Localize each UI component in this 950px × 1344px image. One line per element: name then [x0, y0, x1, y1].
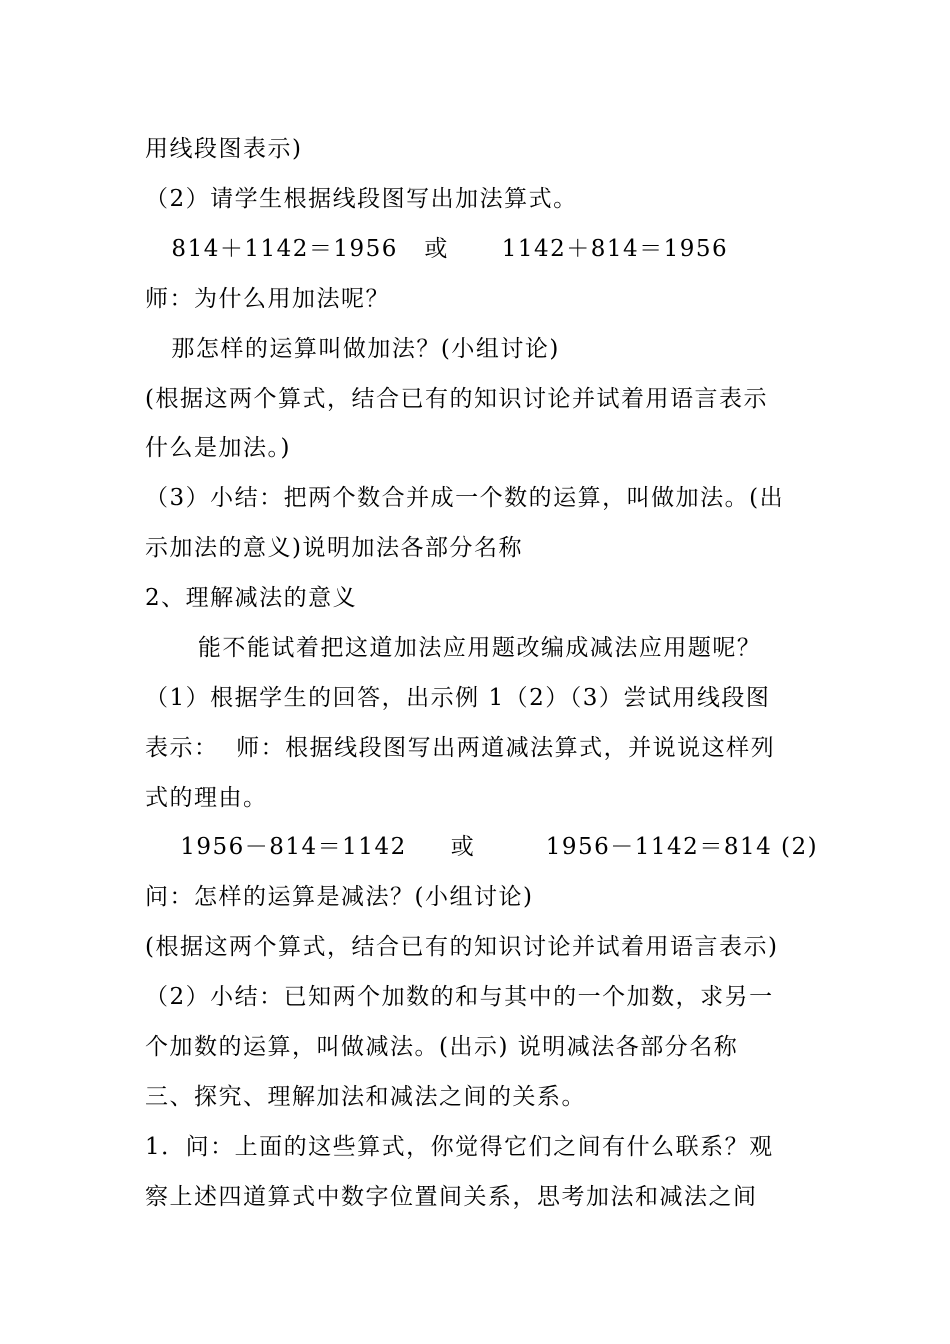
text-line: 用线段图表示): [145, 136, 303, 162]
text-line: 察上述四道算式中数字位置间关系，思考加法和减法之间: [145, 1184, 758, 1210]
section-heading: 三、探究、理解加法和减法之间的关系。: [145, 1084, 586, 1110]
text-line: 问：怎样的运算是减法？(小组讨论): [145, 884, 534, 910]
equation-line: 1956－814＝1142 或 1956－1142＝814 (2): [145, 834, 819, 860]
text-line: 式的理由。: [145, 785, 268, 811]
text-line: (根据这两个算式，结合已有的知识讨论并试着用语言表示): [145, 934, 779, 960]
equation-line: 814＋1142＝1956 或 1142＋814＝1956: [145, 236, 729, 262]
text-line: 表示： 师：根据线段图写出两道减法算式，并说说这样列: [145, 735, 776, 761]
text-line: 师：为什么用加法呢？: [145, 286, 390, 312]
text-line: 那怎样的运算叫做加法？(小组讨论): [145, 336, 560, 362]
text-line: 1．问：上面的这些算式，你觉得它们之间有什么联系？观: [145, 1134, 774, 1160]
text-line: 什么是加法。): [145, 435, 291, 461]
text-line: 示加法的意义)说明加法各部分名称: [145, 535, 523, 561]
text-line: 能不能试着把这道加法应用题改编成减法应用题呢？: [145, 635, 762, 661]
text-line: （2）请学生根据线段图写出加法算式。: [145, 186, 578, 212]
text-line: 个加数的运算，叫做减法。(出示) 说明减法各部分名称: [145, 1034, 739, 1060]
section-heading: 2、理解减法的意义: [145, 585, 358, 611]
text-line: （2）小结：已知两个加数的和与其中的一个加数，求另一: [145, 984, 774, 1010]
text-line: (根据这两个算式，结合已有的知识讨论并试着用语言表示: [145, 386, 768, 412]
text-line: （3）小结：把两个数合并成一个数的运算，叫做加法。(出: [145, 485, 785, 511]
text-line: （1）根据学生的回答，出示例 1（2）（3）尝试用线段图: [145, 685, 771, 711]
